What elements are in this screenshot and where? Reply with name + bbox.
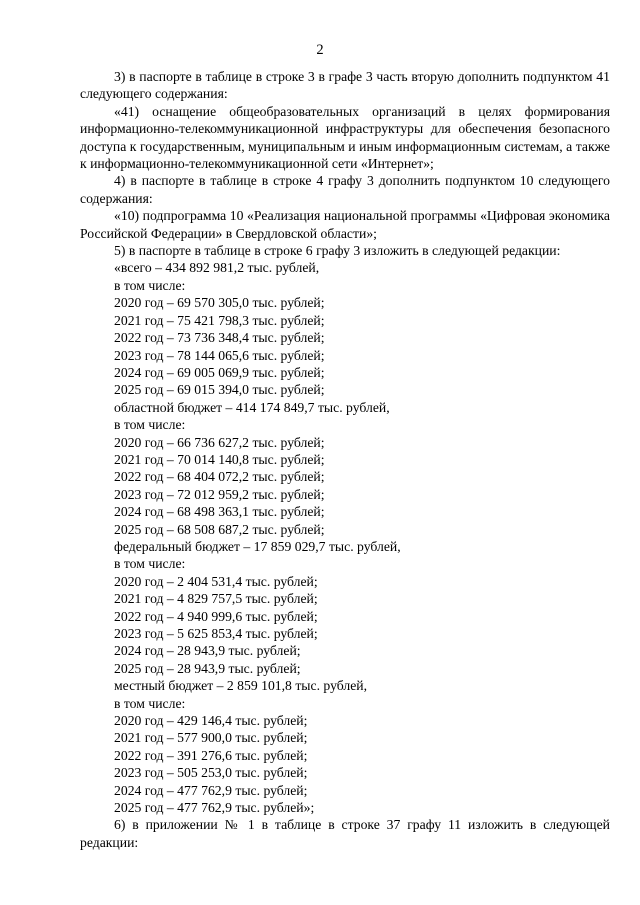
local-year-line: 2021 год – 577 900,0 тыс. рублей; [114,730,308,746]
paragraph-10: «10) подпрограмма 10 «Реализация национальной программы «Цифровая экономика Российской Федерации» в Свердловской области»; [80,208,610,241]
federal-year-line: 2025 год – 28 943,9 тыс. рублей; [114,660,301,676]
paragraph-5: 5) в паспорте в таблице в строке 6 графу 3 изложить в следующей редакции: [114,243,561,259]
budget-including-label: в том числе: [114,695,186,711]
budget-year-line: 2020 год – 69 570 305,0 тыс. рублей; [114,295,325,311]
budget-block [80,259,610,816]
budget-year-line: 2025 год – 69 015 394,0 тыс. рублей; [114,382,325,398]
federal-year-line: 2023 год – 5 625 853,4 тыс. рублей; [114,626,318,641]
regional-year-line: 2025 год – 68 508 687,2 тыс. рублей; [114,521,325,537]
regional-year-line: 2024 год – 68 498 363,1 тыс. рублей; [114,504,325,520]
budget-year-line: 2021 год – 75 421 798,3 тыс. рублей; [114,312,325,328]
regional-year-line: 2022 год – 68 404 072,2 тыс. рублей; [114,469,325,485]
paragraph-3: 3) в паспорте в таблице в строке 3 в графе 3 часть вторую дополнить подпунктом 41 следующего содержания: [80,69,610,102]
budget-including-label: в том числе: [114,277,186,293]
federal-year-line: 2024 год – 28 943,9 тыс. рублей; [114,643,301,659]
budget-including-label: в том числе: [114,556,186,572]
budget-year-line: 2022 год – 73 736 348,4 тыс. рублей; [114,330,325,346]
local-year-line: 2024 год – 477 762,9 тыс. рублей; [114,782,308,798]
regional-year-line: 2020 год – 66 736 627,2 тыс. рублей; [114,434,325,450]
local-year-line: 2023 год – 505 253,0 тыс. рублей; [114,765,308,781]
local-year-line: 2025 год – 477 762,9 тыс. рублей»; [114,800,315,816]
budget-regional: областной бюджет – 414 174 849,7 тыс. рублей, [114,399,390,415]
federal-year-line: 2020 год – 2 404 531,4 тыс. рублей; [114,573,318,589]
budget-year-line: 2023 год – 78 144 065,6 тыс. рублей; [114,347,325,363]
page-number: 2 [316,42,324,58]
budget-year-line: 2024 год – 69 005 069,9 тыс. рублей; [114,364,325,380]
budget-total: «всего – 434 892 981,2 тыс. рублей, [114,260,320,276]
federal-year-line: 2022 год – 4 940 999,6 тыс. рублей; [114,608,318,624]
federal-year-line: 2021 год – 4 829 757,5 тыс. рублей; [114,591,318,607]
local-year-line: 2022 год – 391 276,6 тыс. рублей; [114,747,308,763]
regional-year-line: 2023 год – 72 012 959,2 тыс. рублей; [114,486,325,502]
paragraph-6: 6) в приложении № 1 в таблице в строке 37 графу 11 изложить в следующей редакции: [80,817,610,850]
budget-local: местный бюджет – 2 859 101,8 тыс. рублей, [114,678,368,694]
paragraph-41: «41) оснащение общеобразовательных организаций в целях формирования информационно-телекоммуникационной инфраструктуры для обеспечения безопасного доступа к государственным, муниципальным и иным информационным системам, а также к информационно-телекоммуникационной сети «Интернет»; [80,103,610,172]
regional-year-line: 2021 год – 70 014 140,8 тыс. рублей; [114,451,325,467]
document-body [80,68,610,851]
local-year-line: 2020 год – 429 146,4 тыс. рублей; [114,713,308,729]
budget-including-label: в том числе: [114,417,186,433]
budget-federal: федеральный бюджет – 17 859 029,7 тыс. рублей, [114,538,401,554]
paragraph-4: 4) в паспорте в таблице в строке 4 графу 3 дополнить подпунктом 10 следующего содержания: [80,173,610,206]
